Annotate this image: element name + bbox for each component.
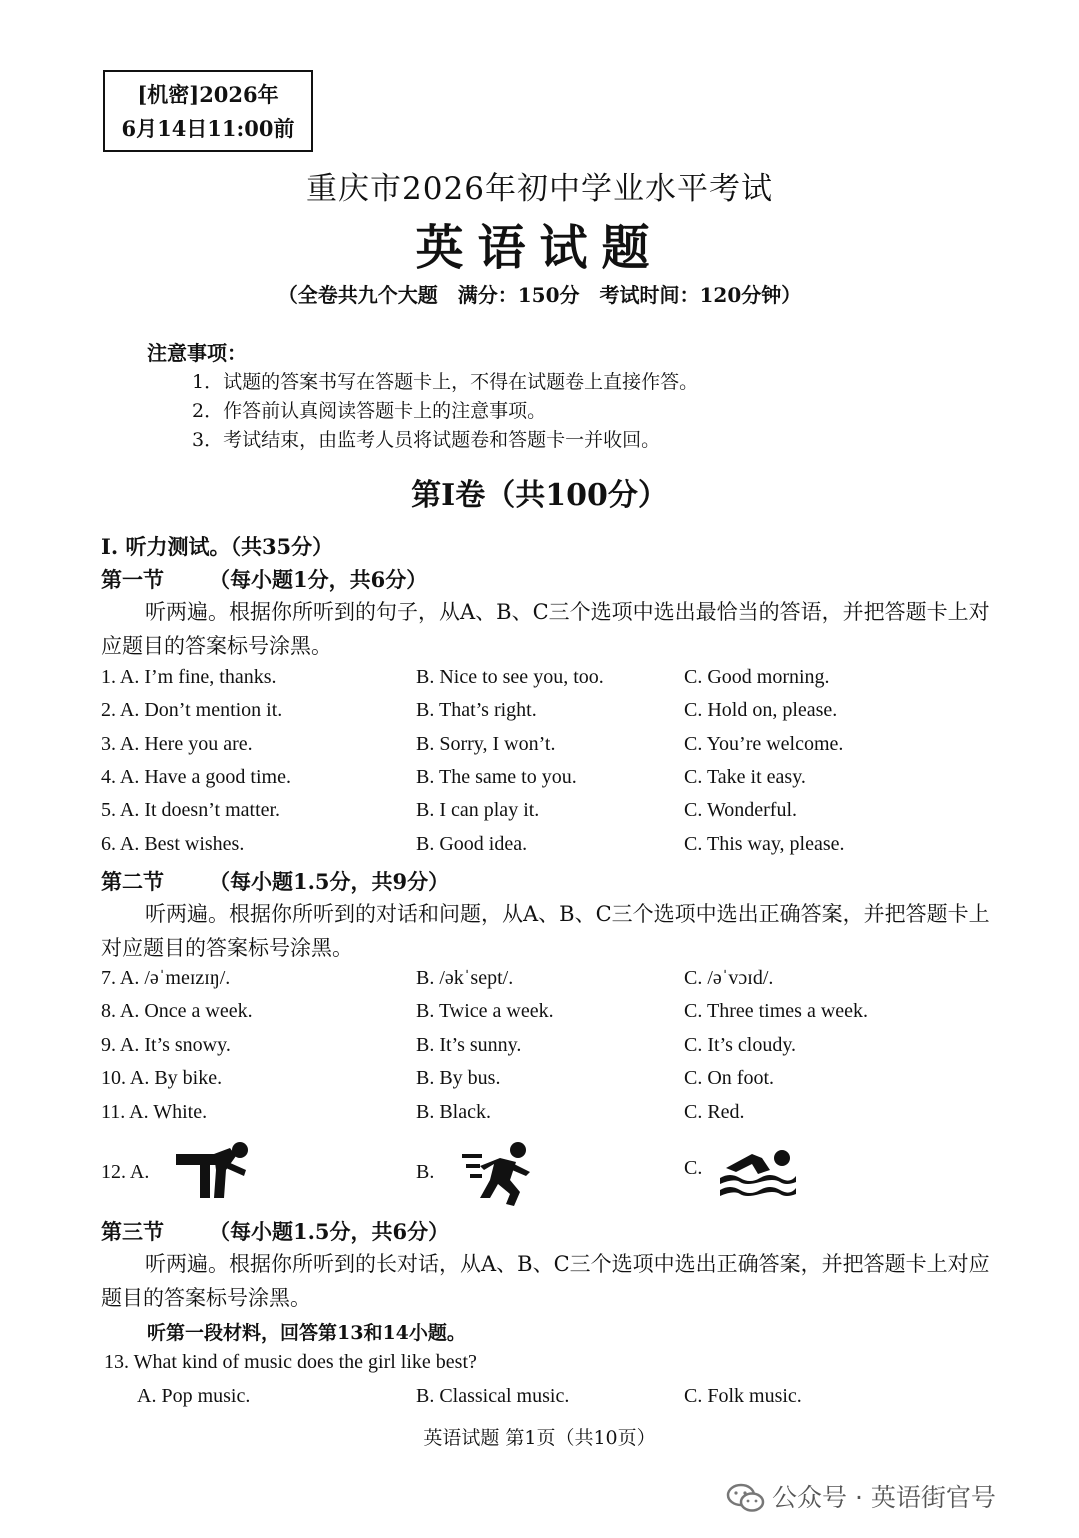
question-option: B. Sorry, I won’t. (416, 733, 556, 755)
section-3-heading: 第三节 (101, 1219, 164, 1244)
question-option: B. Nice to see you, too. (416, 666, 604, 688)
listening-section-title: I. 听力测试。（共35分） (101, 534, 334, 559)
exam-info: （全卷共九个大题 满分：150分 考试时间：120分钟） (277, 283, 802, 307)
question-option: B. Twice a week. (416, 1000, 554, 1022)
part-title: 第I卷（共100分） (411, 478, 668, 513)
question-option: C. On foot. (684, 1067, 774, 1089)
question-option: 11. A. White. (101, 1101, 208, 1123)
question-option: C. You’re welcome. (684, 733, 844, 755)
watermark: 公众号 · 英语街官号 (772, 1483, 996, 1512)
section-2-instruction: 听两遍。根据你所听到的对话和问题，从A、B、C三个选项中选出正确答案，并把答题卡上对应题目的答案标号涂黑。 (101, 902, 990, 960)
question-option: B. That’s right. (416, 699, 537, 721)
notice-item: 3．考试结束，由监考人员将试题卷和答题卡一并收回。 (192, 429, 661, 451)
question-option: C. Red. (684, 1101, 745, 1123)
question-option: B. By bus. (416, 1067, 501, 1089)
section-3-scoring: （每小题1.5分，共6分） (209, 1219, 450, 1244)
question-option: 4. A. Have a good time. (101, 766, 291, 788)
running-person-icon (460, 1140, 536, 1208)
question-option: 6. A. Best wishes. (101, 833, 245, 855)
listening-material-note: 听第一段材料，回答第13和14小题。 (147, 1322, 466, 1344)
question-12-option-b-label: B. (416, 1161, 435, 1183)
question-option: 1. A. I’m fine, thanks. (101, 666, 277, 688)
question-option: 2. A. Don’t mention it. (101, 699, 283, 721)
question-option: B. Good idea. (416, 833, 528, 855)
question-option: C. Wonderful. (684, 799, 798, 821)
kicking-person-icon (174, 1140, 254, 1202)
confidential-box (103, 70, 313, 152)
subject-title: 英语试题 (415, 220, 664, 276)
question-option: C. This way, please. (684, 833, 845, 855)
question-option: 5. A. It doesn’t matter. (101, 799, 281, 821)
question-option: 7. A. /əˈmeɪzɪŋ/. (101, 967, 231, 989)
question-option: 10. A. By bike. (101, 1067, 223, 1089)
section-1-heading: 第一节 (101, 567, 164, 592)
question-option: B. /əkˈsept/. (416, 967, 514, 989)
question-option: C. Folk music. (684, 1385, 802, 1407)
confidential-line-2: 6月14日11:00前 (121, 116, 295, 141)
wechat-icon (726, 1482, 766, 1514)
question-option: C. Three times a week. (684, 1000, 869, 1022)
question-option: C. Good morning. (684, 666, 830, 688)
question-option: C. Take it easy. (684, 766, 806, 788)
confidential-line-1: [机密]2026年 (137, 82, 279, 107)
question-option: 8. A. Once a week. (101, 1000, 253, 1022)
section-3-instruction: 听两遍。根据你所听到的长对话，从A、B、C三个选项中选出正确答案，并把答题卡上对应题目的答案标号涂黑。 (101, 1252, 990, 1310)
question-option: 9. A. It’s snowy. (101, 1034, 231, 1056)
question-12-option-c-label: C. (684, 1157, 703, 1179)
notice-item: 2．作答前认真阅读答题卡上的注意事项。 (192, 400, 547, 422)
question-option: B. It’s sunny. (416, 1034, 522, 1056)
question-option: B. Black. (416, 1101, 491, 1123)
question-option: C. Hold on, please. (684, 699, 838, 721)
section-1-instruction: 听两遍。根据你所听到的句子，从A、B、C三个选项中选出最恰当的答语，并把答题卡上对应题目的答案标号涂黑。 (101, 600, 990, 658)
question-option: B. I can play it. (416, 799, 540, 821)
page-footer: 英语试题 第1页（共10页） (423, 1427, 656, 1449)
question-12-option-a-label: 12. A. (101, 1161, 150, 1183)
section-1-scoring: （每小题1分，共6分） (209, 567, 428, 592)
swimming-person-icon (718, 1146, 798, 1198)
question-option: B. Classical music. (416, 1385, 570, 1407)
question-13: 13. What kind of music does the girl like best? (104, 1351, 477, 1373)
exam-title: 重庆市2026年初中学业水平考试 (306, 171, 773, 207)
question-option: C. /əˈvɔɪd/. (684, 967, 774, 989)
question-option: B. The same to you. (416, 766, 577, 788)
notice-item: 1．试题的答案书写在答题卡上，不得在试题卷上直接作答。 (192, 371, 699, 393)
question-option: A. Pop music. (137, 1385, 251, 1407)
notice-heading: 注意事项： (147, 341, 247, 365)
question-option: C. It’s cloudy. (684, 1034, 797, 1056)
question-option: 3. A. Here you are. (101, 733, 253, 755)
section-2-scoring: （每小题1.5分，共9分） (209, 869, 450, 894)
section-2-heading: 第二节 (101, 869, 164, 894)
